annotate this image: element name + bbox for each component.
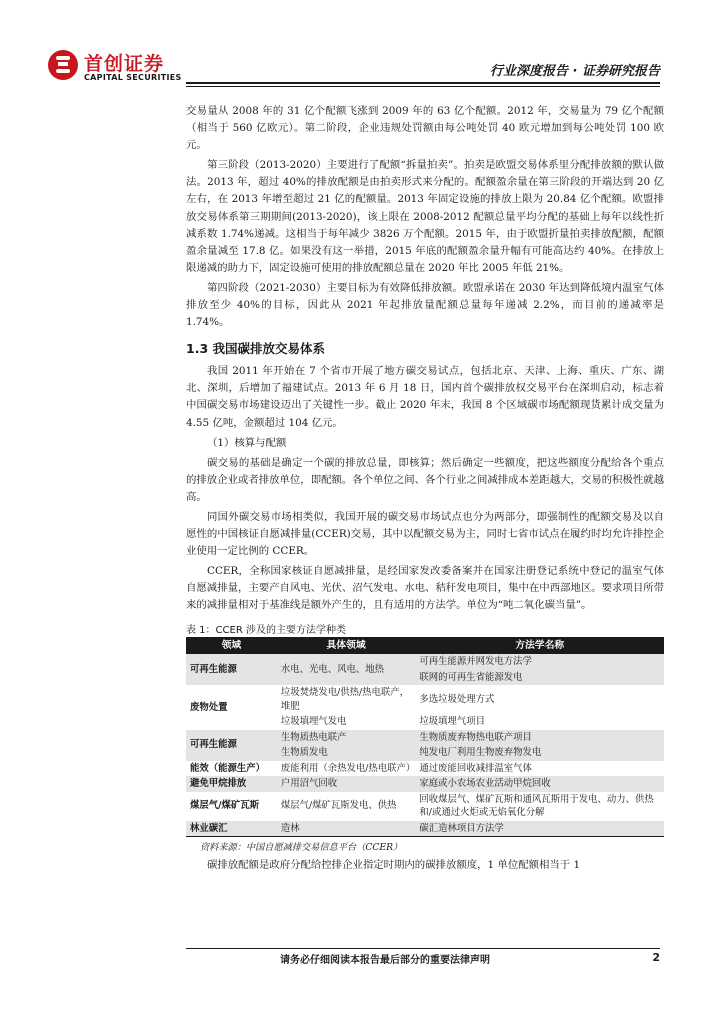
table-cell: 生物质热电联产 (277, 730, 416, 746)
paragraph: 同国外碳交易市场相类似，我国开展的碳交易市场试点也分为两部分，即强制性的配额交易及以自愿性的中国核证自愿减排量(CCER)交易，其中以配额交易为主，同时七省市试点在履约时均允许排控企业使用一定比例的 CCER。 (186, 510, 664, 558)
paragraph: CCER，全称国家核证自愿减排量，是经国家发改委备案并在国家注册登记系统中登记的温室气体自愿减排量，主要产自风电、光伏、沼气发电、水电、秸秆发电项目，集中在中西部地区。要求项目所带来的减排量相对于基准线是额外产生的，且有适用的方法学。单位为“吨二氧化碳当量”。 (186, 565, 664, 612)
table-row (186, 821, 664, 837)
table-row (186, 654, 664, 670)
header-divider (186, 82, 660, 84)
legal-notice: 请务必仔细阅读本报告最后部分的重要法律声明 (280, 955, 490, 966)
table-cell: 多选垃圾处理方式 (419, 693, 495, 705)
table-row (186, 730, 664, 746)
report-body (186, 103, 664, 874)
header-divider-thin (186, 86, 660, 87)
logo-name: 首创证券 (84, 53, 165, 75)
table-row (186, 761, 664, 777)
logo-name-en: CAPITAL SECURITIES (84, 73, 182, 82)
table-cell: 林业碳汇 (186, 821, 277, 837)
page-footer (186, 948, 660, 966)
table-cell: 能效（能源生产） (190, 762, 266, 774)
table-cell: 户用沼气回收 (277, 776, 416, 792)
column-header: 方法学名称 (415, 637, 664, 655)
company-logo (48, 48, 198, 84)
table-cell: 通过废能回收减排温室气体 (419, 762, 532, 774)
document-type: 行业深度报告 · 证券研究报告 (490, 64, 660, 79)
table-cell: 垃圾填埋气发电 (280, 716, 347, 728)
subsection-heading: （1）核算与配额 (207, 436, 287, 449)
column-header: 具体领域 (277, 637, 416, 655)
table-cell: 煤层气/煤矿瓦斯发电、供热 (280, 800, 397, 812)
table-row (186, 792, 664, 821)
paragraph: 碳交易的基础是确定一个碳的排放总量，即核算；然后确定一些额度，把这些额度分配给各个重点的排放企业或者排放单位，即配额。各个单位之间、各个行业之间减排成本差距越大，交易的积极性就越高。 (186, 456, 664, 503)
page-header (0, 0, 724, 90)
table-row (186, 685, 664, 714)
table-cell: 废物处置 (190, 701, 228, 713)
section-heading: 1.3 我国碳排放交易体系 (186, 341, 325, 357)
methodology-table (186, 637, 664, 838)
table-cell: 煤层气/煤矿瓦斯 (190, 800, 260, 812)
table-row (186, 776, 664, 792)
paragraph: 我国 2011 年开始在 7 个省市开展了地方碳交易试点，包括北京、天津、上海、重庆、广东、湖北、深圳，后增加了福建试点。2013 年 6 月 18 日，国内首个碳排放权交易平台在深圳启动，标志着中国碳交易市场建设迈出了关键性一步。截止 2020 年末，我国 8 个区域碳市场配额现货累计成交量为 4.55 亿吨，金额超过 104 亿元。 (186, 365, 664, 429)
table-cell: 生物质发电 (277, 745, 416, 761)
table-cell: 废能利用（余热发电/热电联产） (280, 762, 416, 774)
page-number: 2 (652, 951, 660, 964)
table-cell: 纯发电厂利用生物废弃物发电 (415, 745, 664, 761)
table-cell: 水电、光电、风电、地热 (277, 654, 416, 685)
table-cell: 可再生能源 (186, 654, 277, 685)
table-cell: 造林 (277, 821, 416, 837)
column-header: 领域 (186, 637, 277, 655)
table-cell: 垃圾焚烧发电/供热/热电联产，堆肥 (280, 687, 410, 712)
table-cell: 碳汇造林项目方法学 (415, 821, 664, 837)
table-cell: 可再生能源并网发电方法学 (415, 654, 664, 670)
logo-mark-icon (48, 50, 78, 80)
table-cell: 生物质废弃物热电联产项目 (415, 730, 664, 746)
table-cell: 联网的可再生省能源发电 (415, 670, 664, 686)
paragraph: 第四阶段（2021-2030）主要目标为有效降低排放额。欧盟承诺在 2030 年达到降低境内温室气体排放至少 40%的目标，因此从 2021 年起排放量配额总量每年递减 2.2%，而目前的递减率是 1.74%。 (186, 281, 664, 329)
paragraph: 交易量从 2008 年的 31 亿个配额飞涨到 2009 年的 63 亿个配额。2012 年，交易量为 79 亿个配额（相当于 560 亿欧元）。第二阶段，企业违规处罚额由每公吨处罚 40 欧元增加到每公吨处罚 100 欧元。 (186, 105, 664, 152)
table-caption: 表 1：CCER 涉及的主要方法学种类 (186, 624, 346, 636)
table-cell: 垃圾填埋气项目 (419, 716, 486, 728)
table-cell: 回收煤层气、煤矿瓦斯和通风瓦斯用于发电、动力、供热和/或通过火炬或无焰氧化分解 (419, 793, 654, 819)
table-cell: 可再生能源 (186, 730, 277, 761)
table-source: 资料来源：中国自愿减排交易信息平台（CCER） (200, 842, 403, 854)
paragraph: 第三阶段（2013-2020）主要进行了配额“拆量拍卖”。拍卖是欧盟交易体系里分配排放额的默认做法。2013 年，超过 40%的排放配额是由拍卖形式来分配的。配额盈余量在第三阶段的开端达到 20 亿左右，在 2013 年增至超过 21 亿的配额量。2013 年固定设施的排放上限为 20.84 亿个配额。欧盟排放交易体系第三期期间(2013-2020)，该上限在 2008-2012 配额总量平均分配的基础上每年以线性折减系数 1.74%递减。这相当于每年减少 3826 万个配额。2015 年，由于欧盟折量拍卖排放配额，配额盈余量减至 17.8 亿。如果没有这一举措，2015 年底的配额盈余量升幅有可能高达约 40%。在排放上限递减的助力下，固定设施可使用的排放配额总量在 2020 年比 2005 年低 21%。 (186, 159, 664, 274)
table-header-row (186, 637, 664, 655)
table-cell: 家庭或小农场农业活动甲烷回收 (415, 776, 664, 792)
paragraph: 碳排放配额是政府分配给控排企业指定时期内的碳排放额度，1 单位配额相当于 1 (207, 859, 581, 872)
table-cell: 避免甲烷排放 (186, 776, 277, 792)
